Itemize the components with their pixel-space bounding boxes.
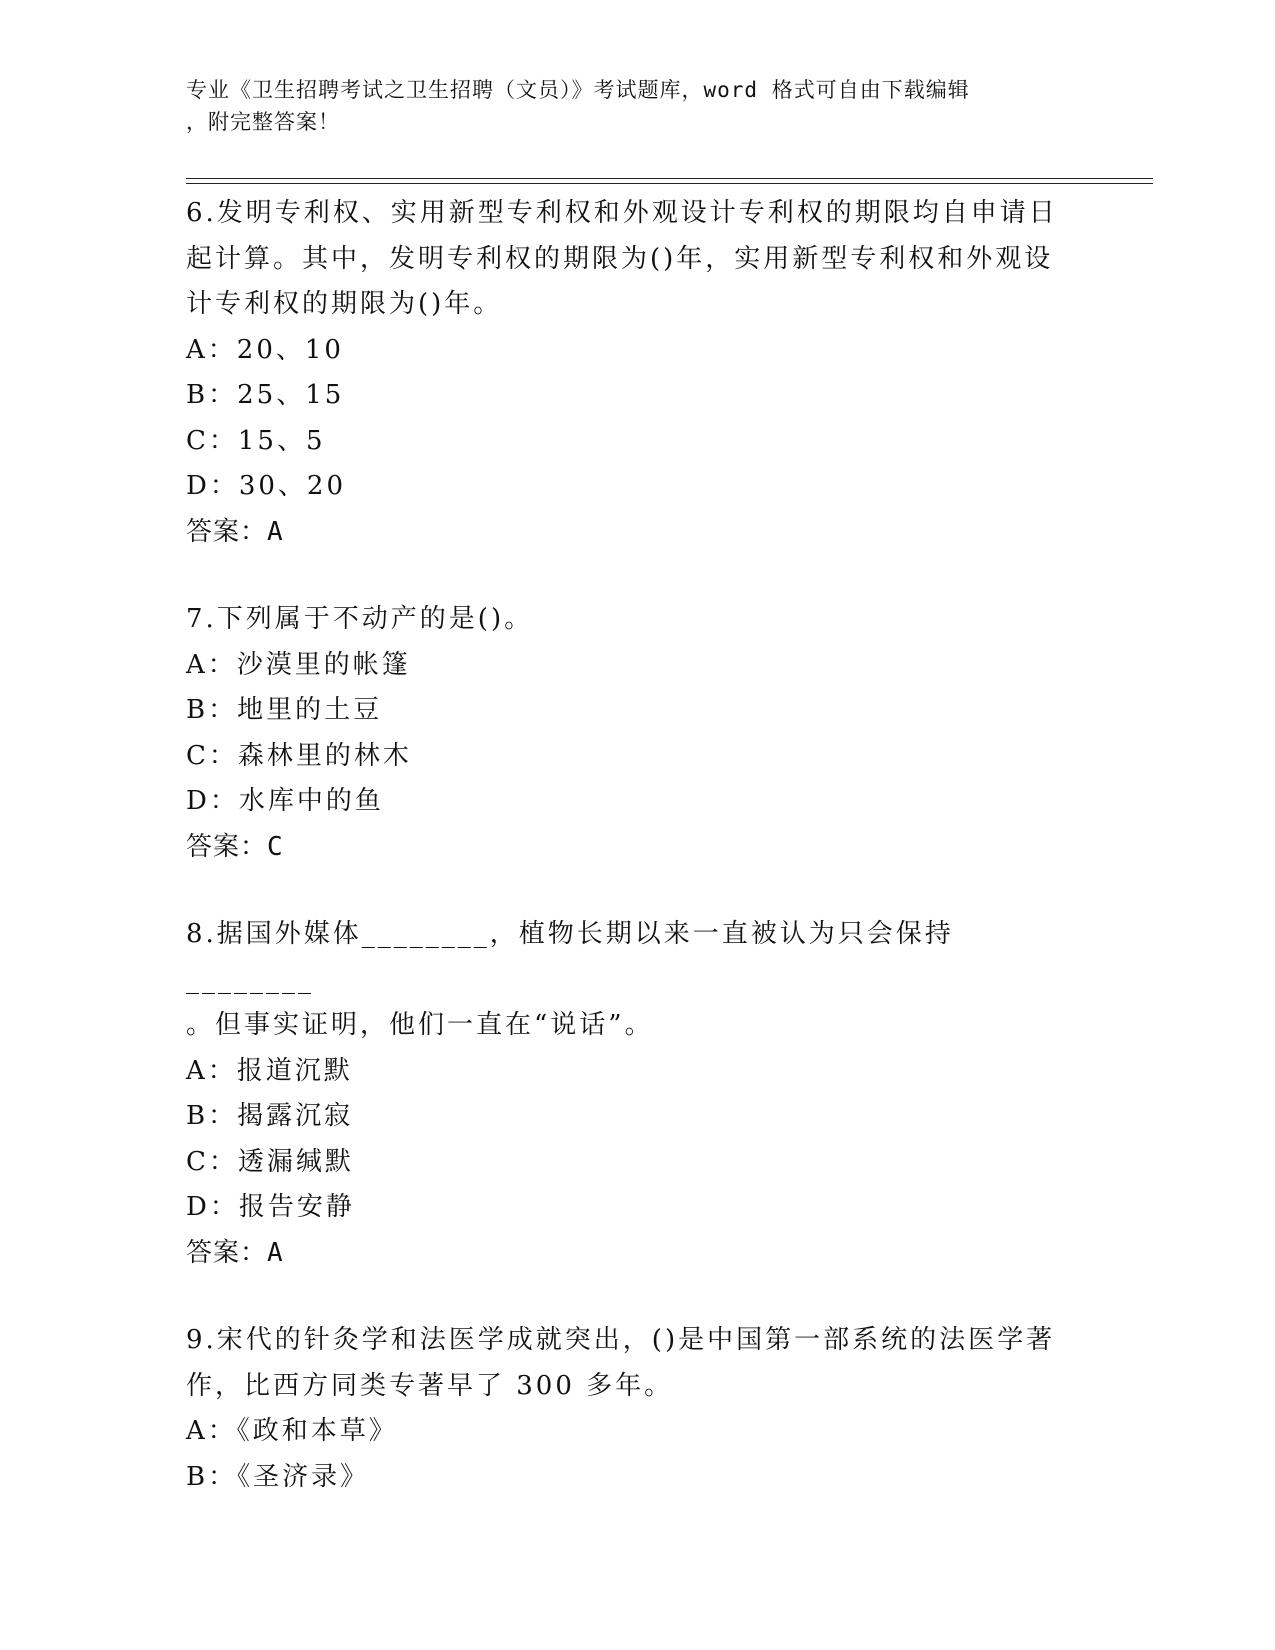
option-a: A：20、10 bbox=[186, 334, 344, 365]
question-stem-line: 作，比西方同类专著早了 300 多年。 bbox=[186, 1370, 674, 1401]
option-a: A：沙漠里的帐篷 bbox=[186, 649, 411, 680]
option-a: A：《政和本草》 bbox=[186, 1416, 398, 1446]
question-stem-line: 。但事实证明，他们一直在“说话”。 bbox=[186, 1010, 654, 1040]
question-stem-line: 9.宋代的针灸学和法医学成就突出，()是中国第一部系统的法医学著 bbox=[186, 1325, 1056, 1355]
question-stem-line: 8.据国外媒体________，植物长期以来一直被认为只会保持________ bbox=[186, 919, 954, 995]
question-8 bbox=[186, 912, 1066, 1276]
option-c: C：森林里的林木 bbox=[186, 740, 412, 771]
header-line-2: ，附完整答案！ bbox=[186, 110, 340, 134]
option-b: B：《圣济录》 bbox=[186, 1461, 370, 1492]
answer-line: 答案：C bbox=[186, 831, 284, 862]
question-list bbox=[186, 191, 1066, 1542]
question-9 bbox=[186, 1318, 1066, 1500]
document-header bbox=[186, 74, 1066, 138]
question-stem-line: 7.下列属于不动产的是()。 bbox=[186, 604, 534, 634]
option-c: C：15、5 bbox=[186, 425, 326, 456]
option-d: D：30、20 bbox=[186, 471, 347, 501]
option-b: B：25、15 bbox=[186, 380, 345, 410]
header-divider-bottom bbox=[186, 183, 1153, 184]
question-stem-line: 起计算。其中，发明专利权的期限为()年，实用新型专利权和外观设 bbox=[186, 243, 1054, 274]
question-stem-line: 6.发明专利权、实用新型专利权和外观设计专利权的期限均自申请日 bbox=[186, 198, 1058, 228]
option-d: D：报告安静 bbox=[186, 1192, 355, 1222]
question-7 bbox=[186, 597, 1066, 870]
option-b: B：揭露沉寂 bbox=[186, 1101, 354, 1131]
header-line-1: 专业《卫生招聘考试之卫生招聘（文员）》考试题库，word 格式可自由下载编辑 bbox=[186, 78, 970, 102]
answer-line: 答案：A bbox=[186, 1237, 284, 1268]
answer-line: 答案：A bbox=[186, 516, 284, 547]
option-c: C：透漏缄默 bbox=[186, 1146, 354, 1177]
option-b: B：地里的土豆 bbox=[186, 695, 383, 725]
option-d: D：水库中的鱼 bbox=[186, 786, 384, 816]
header-divider-top bbox=[186, 178, 1153, 179]
option-a: A：报道沉默 bbox=[186, 1055, 353, 1086]
question-6 bbox=[186, 191, 1066, 555]
question-stem-line: 计专利权的期限为()年。 bbox=[186, 289, 503, 319]
